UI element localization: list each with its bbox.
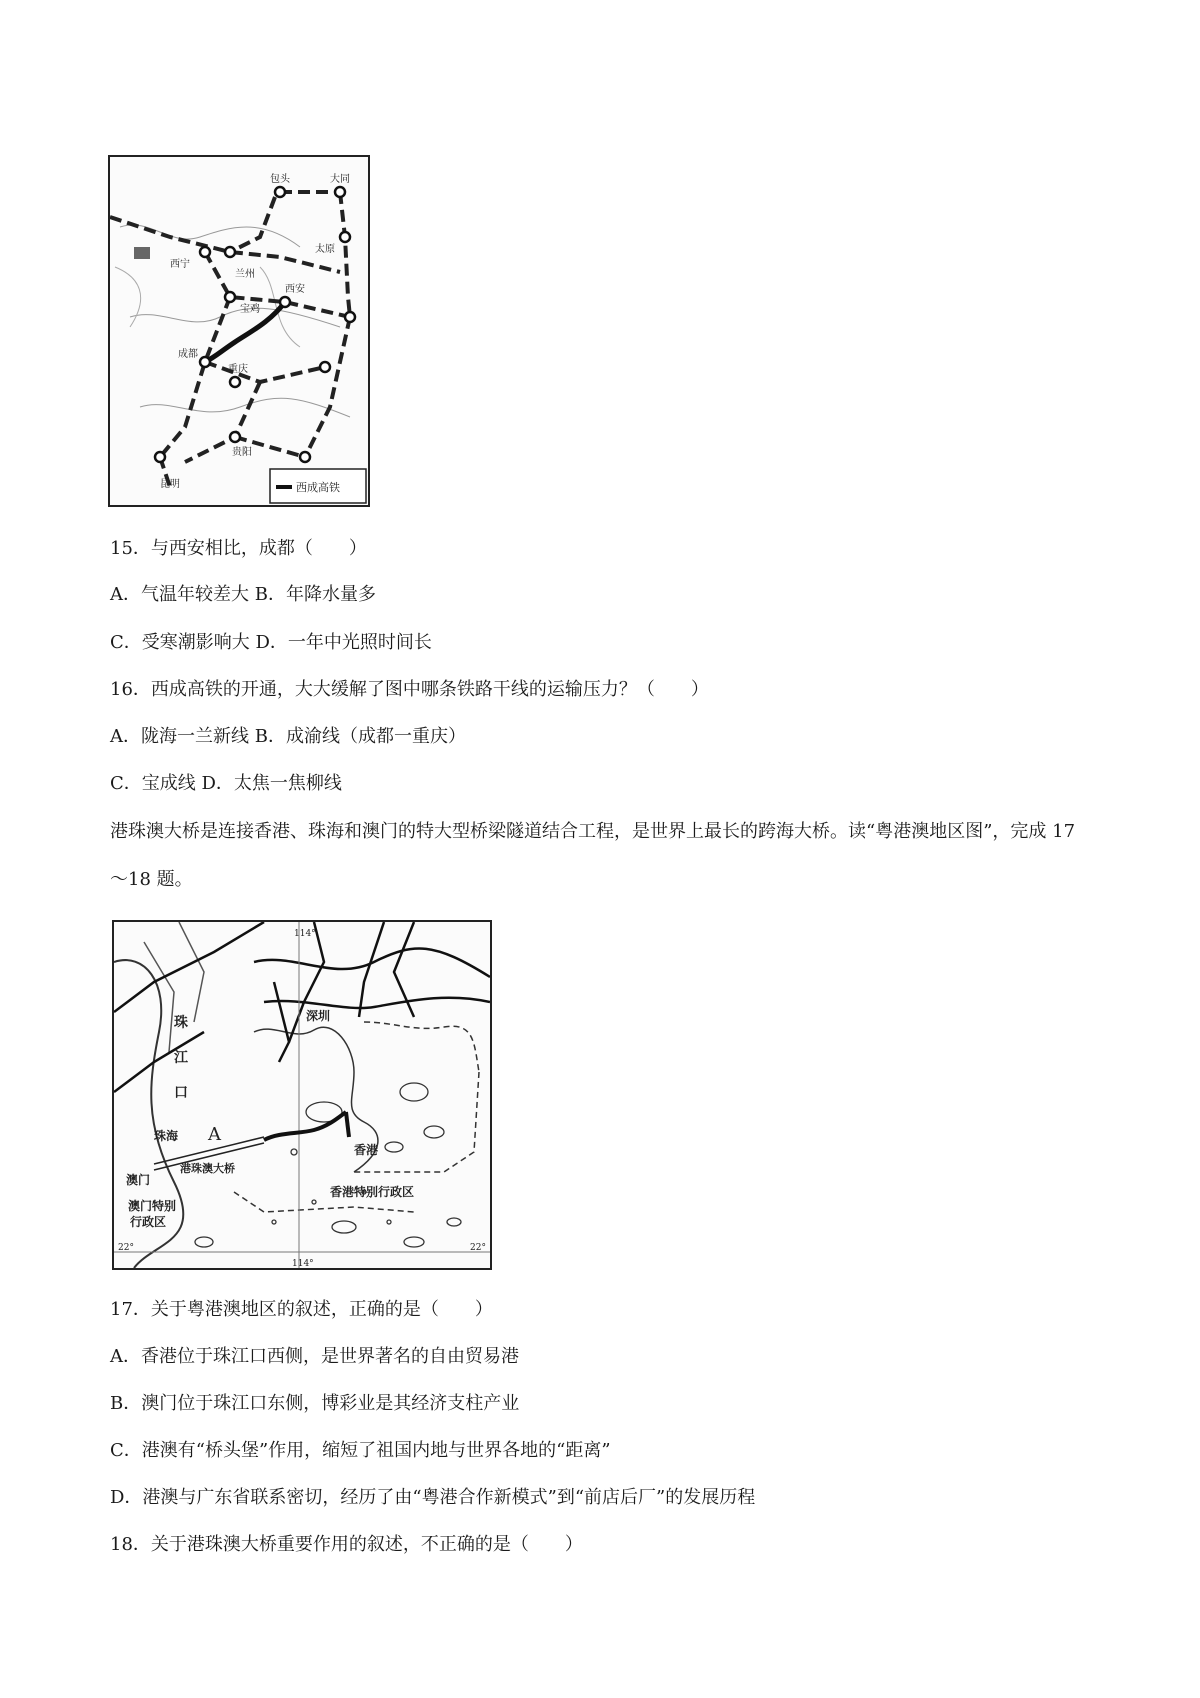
bridge-label: 港珠澳大桥: [180, 1162, 235, 1175]
question-16-stem: 16．西成高铁的开通，大大缓解了图中哪条铁路干线的运输压力？（ ）: [110, 679, 709, 700]
gba-map-svg: [114, 922, 490, 1268]
intro-paragraph: 港珠澳大桥是连接香港、珠海和澳门的特大型桥梁隧道结合工程，是世界上最长的跨海大桥。读“粤港澳地区图”，完成 17～18 题。: [110, 821, 1076, 890]
city-label: 西宁: [170, 259, 190, 270]
gba-map: [112, 920, 492, 1270]
macau-label: 澳门: [126, 1173, 151, 1187]
question-15-options-cd: C．受寒潮影响大 D．一年中光照时间长: [110, 632, 432, 653]
question-17-option-d: D．港澳与广东省联系密切，经历了由“粤港合作新模式”到“前店后厂”的发展历程: [110, 1487, 756, 1508]
city-label: 重庆: [228, 364, 248, 375]
map-legend: [270, 469, 366, 503]
latitude-label-right: 22°: [470, 1243, 486, 1253]
hongkong-label: 香港: [354, 1143, 379, 1157]
macau-sar-label-1: 澳门特别: [128, 1199, 177, 1213]
railway-map-svg: [110, 157, 368, 505]
question-17-option-a: A．香港位于珠江口西侧，是世界著名的自由贸易港: [110, 1346, 519, 1367]
city-label: 太原: [315, 244, 335, 255]
pearl-river-label-3: 口: [174, 1085, 188, 1101]
city-label: 包头: [270, 174, 290, 185]
latitude-label-left: 22°: [118, 1243, 134, 1253]
city-label: 成都: [178, 349, 198, 360]
pearl-river-label-1: 珠: [174, 1015, 188, 1031]
zhuhai-label: 珠海: [154, 1129, 179, 1143]
macau-sar-label-2: 行政区: [130, 1215, 167, 1229]
question-17-option-b: B．澳门位于珠江口东侧，博彩业是其经济支柱产业: [110, 1393, 520, 1414]
shenzhen-label: 深圳: [306, 1009, 331, 1023]
question-16-options-cd: C．宝成线 D．太焦一焦柳线: [110, 773, 342, 794]
city-label: 昆明: [160, 479, 180, 490]
question-18-stem: 18．关于港珠澳大桥重要作用的叙述，不正确的是（ ）: [110, 1534, 583, 1555]
question-15-options-ab: A．气温年较差大 B．年降水量多: [110, 584, 376, 605]
question-17-stem: 17．关于粤港澳地区的叙述，正确的是（ ）: [110, 1299, 493, 1320]
legend-label: 西成高铁: [296, 481, 340, 494]
longitude-label-top: 114°: [294, 929, 316, 939]
hk-sar-label: 香港特别行政区: [330, 1185, 415, 1199]
city-label: 贵阳: [232, 447, 252, 458]
question-15-stem: 15．与西安相比，成都（ ）: [110, 538, 367, 559]
railway-map: [108, 155, 370, 507]
city-label: 宝鸡: [240, 304, 260, 315]
pearl-river-label-2: 江: [174, 1050, 188, 1066]
longitude-label-bottom: 114°: [292, 1259, 314, 1268]
city-label: 大同: [330, 174, 350, 185]
question-17-option-c: C．港澳有“桥头堡”作用，缩短了祖国内地与世界各地的“距离”: [110, 1440, 611, 1461]
question-16-options-ab: A．陇海一兰新线 B．成渝线（成都一重庆）: [110, 726, 466, 747]
city-label: 兰州: [235, 269, 255, 280]
point-a-label: A: [208, 1124, 221, 1145]
city-label: 西安: [285, 284, 305, 295]
